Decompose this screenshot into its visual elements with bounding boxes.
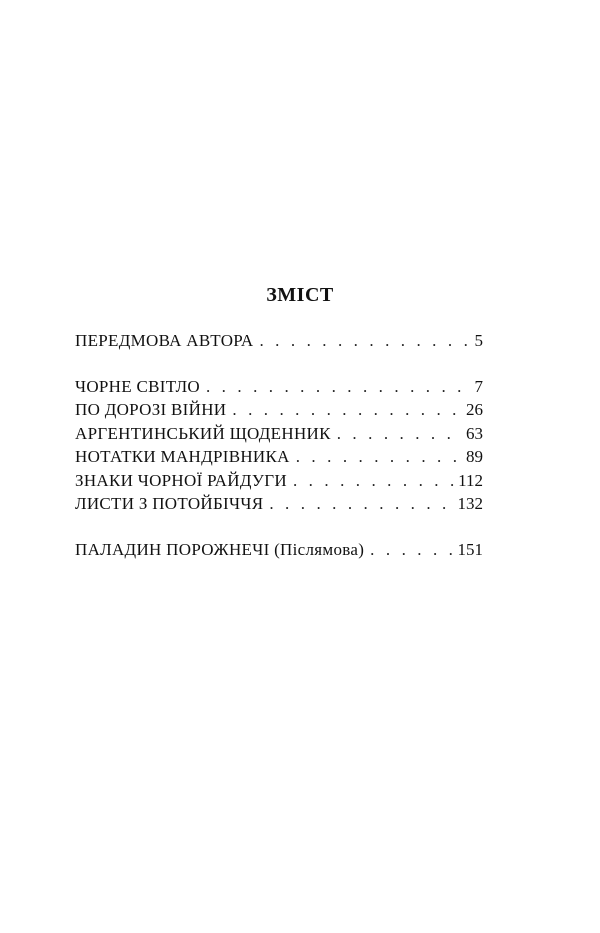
toc-entry-black-rainbow <box>75 469 483 493</box>
toc-entry-black-light <box>75 375 483 399</box>
toc-entry-title: ПЕРЕДМОВА АВТОРА <box>75 331 254 350</box>
toc-entry-title: ЧОРНЕ СВІТЛО <box>75 376 200 396</box>
toc-entry-argentine-diary <box>75 422 483 446</box>
dot-leader <box>206 375 469 399</box>
toc-entry-page: 89 <box>466 447 483 466</box>
toc-entry-letters-beyond <box>75 492 483 516</box>
toc-entry-title: НОТАТКИ МАНДРІВНИКА <box>75 447 290 466</box>
toc-entry-page: 26 <box>466 400 483 419</box>
dot-leader <box>370 538 453 562</box>
dot-leader <box>259 329 469 353</box>
dot-leader <box>232 398 462 422</box>
toc-entry-page: 151 <box>457 539 483 559</box>
toc-entry-title: ПО ДОРОЗІ ВІЙНИ <box>75 400 227 419</box>
toc-title: ЗМІСТ <box>266 284 334 306</box>
dot-leader <box>296 445 462 469</box>
dot-leader <box>269 492 453 516</box>
toc-entry-page: 7 <box>474 376 483 396</box>
toc-entry-traveler-notes <box>75 445 483 469</box>
toc-entry-title: ЛИСТИ З ПОТОЙБІЧЧЯ <box>75 494 264 513</box>
toc-entry-page: 132 <box>457 494 483 513</box>
dot-leader <box>293 469 454 493</box>
toc-entry-preface <box>75 329 483 353</box>
toc-entry-title: ЗНАКИ ЧОРНОЇ РАЙДУГИ <box>75 470 287 490</box>
toc-entry-page: 112 <box>458 470 483 490</box>
toc-entry-war-road <box>75 398 483 422</box>
toc-entry-page: 63 <box>466 423 483 443</box>
toc-list <box>75 329 483 561</box>
dot-leader <box>337 422 462 446</box>
toc-entry-title: АРГЕНТИНСЬКИЙ ЩОДЕННИК <box>75 423 331 443</box>
toc-entry-title: ПАЛАДИН ПОРОЖНЕЧІ (Післямова) <box>75 539 365 559</box>
toc-entry-afterword <box>75 538 483 562</box>
toc-entry-page: 5 <box>474 331 483 350</box>
